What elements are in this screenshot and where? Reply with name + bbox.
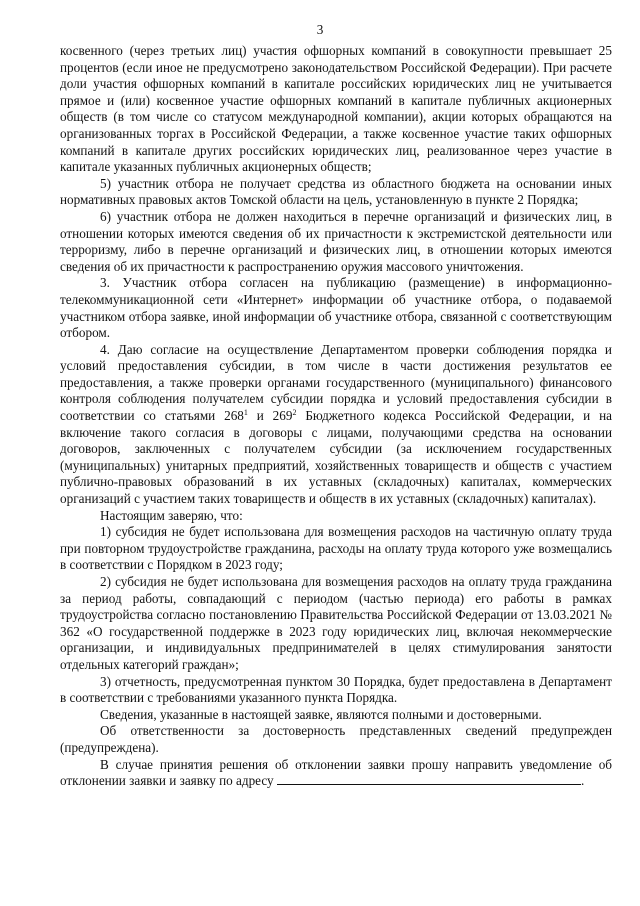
paragraph-assurance-1: 1) субсидия не будет использована для возмещения расходов на частичную оплату труда при повторном трудоустройстве гражданина, расходы на оплату труда которого уже возмещались в соответствии с Порядком в 2023 году; [60,524,612,573]
rejection-address-end: . [580,773,585,789]
document-body [60,43,612,790]
section-4-part2: и 269 [247,408,293,424]
paragraph-rejection-address [60,757,612,790]
section-4-part3: Бюджетного кодекса Российской Федерации, и на включение такого согласия в договоры с лицами, получающими средства на основании договоров, заключенных с получателем субсидии (за исключением государственных (муниципальных) унитарных предприятий, хозяйственных товариществ и обществ с участием публично-правовых образований в их уставных (складочных) капиталах, коммерческих организаций с участием таких товариществ и обществ в их уставных (складочных) капиталах). [60,408,613,507]
paragraph-completeness: Сведения, указанные в настоящей заявке, являются полными и достоверными. [100,706,542,722]
address-blank-line [277,773,581,785]
paragraph-assurance-3: 3) отчетность, предусмотренная пунктом 30 Порядка, будет предоставлена в Департамент в соответствии с требованиями указанного пункта Порядка. [60,673,612,706]
paragraph-item-5: 5) участник отбора не получает средства из областного бюджета на основании иных нормативных правовых актов Томской области на цель, установленную в пункте 2 Порядка; [60,175,612,208]
paragraph-item-6: 6) участник отбора не должен находиться в перечне организаций и физических лиц, в отношении которых имеются сведения об их причастности к экстремистской деятельности или терроризму, либо в перечне организаций и физических лиц, в отношении которых имеются сведения об их причастности к распространению оружия массового уничтожения. [60,208,612,274]
paragraph-assurance-2: 2) субсидия не будет использована для возмещения расходов на оплату труда гражданина за период работы, совпадающий с периодом (частью периода) его работы в рамках трудоустройства согласно постановлению Правительства Российской Федерации от 13.03.2021 № 362 «О государственной поддержке в 2023 году юридических лиц, включая некоммерческие организации, и индивидуальных предпринимателей в целях стимулирования занятости отдельных категорий граждан»; [60,574,612,672]
section-4-sup2: 2 [292,408,297,418]
rejection-address-text: В случае принятия решения об отклонении заявки прошу направить уведомление об отклонении заявки и заявку по адресу [60,756,612,789]
paragraph-responsibility: Об ответственности за достоверность представленных сведений предупрежден (предупреждена). [60,723,612,755]
page-number: 3 [316,22,324,37]
section-4-part1: 4. Даю согласие на осуществление Департаментом проверки соблюдения порядка и условий предоставления субсидии, в том числе в части достижения результатов ее предоставления, а также проверки органами государственного (муниципального) финансового контроля соблюдения получателем субсидии порядка и условий предоставления субсидии в соответствии со статьями 268 [60,341,612,424]
paragraph-section-3: 3. Участник отбора согласен на публикацию (размещение) в информационно-телекоммуникационной сети «Интернет» информации об участнике отбора, о подаваемой участником отбора заявке, иной информации об участнике отбора, связанной с соответствующим отбором. [60,275,612,341]
paragraph-assurance-intro: Настоящим заверяю, что: [100,507,243,523]
section-4-sup1: 1 [243,408,248,418]
paragraph-section-4 [60,342,612,508]
paragraph-offshore: косвенного (через третьих лиц) участия офшорных компаний в совокупности превышает 25 процентов (если иное не предусмотрено законодательством Российской Федерации). При расчете доли участия офшорных компаний в капитале российских юридических лиц не учитывается прямое и (или) косвенное участие офшорных компаний в капитале публичных акционерных обществ (в том числе со статусом международной компании), акции которых обращаются на организованных торгах в Российской Федерации, а также косвенное участие таких офшорных компаний в капитале других российских юридических лиц, реализованное через участие в капитале указанных публичных акционерных обществ; [60,43,612,175]
